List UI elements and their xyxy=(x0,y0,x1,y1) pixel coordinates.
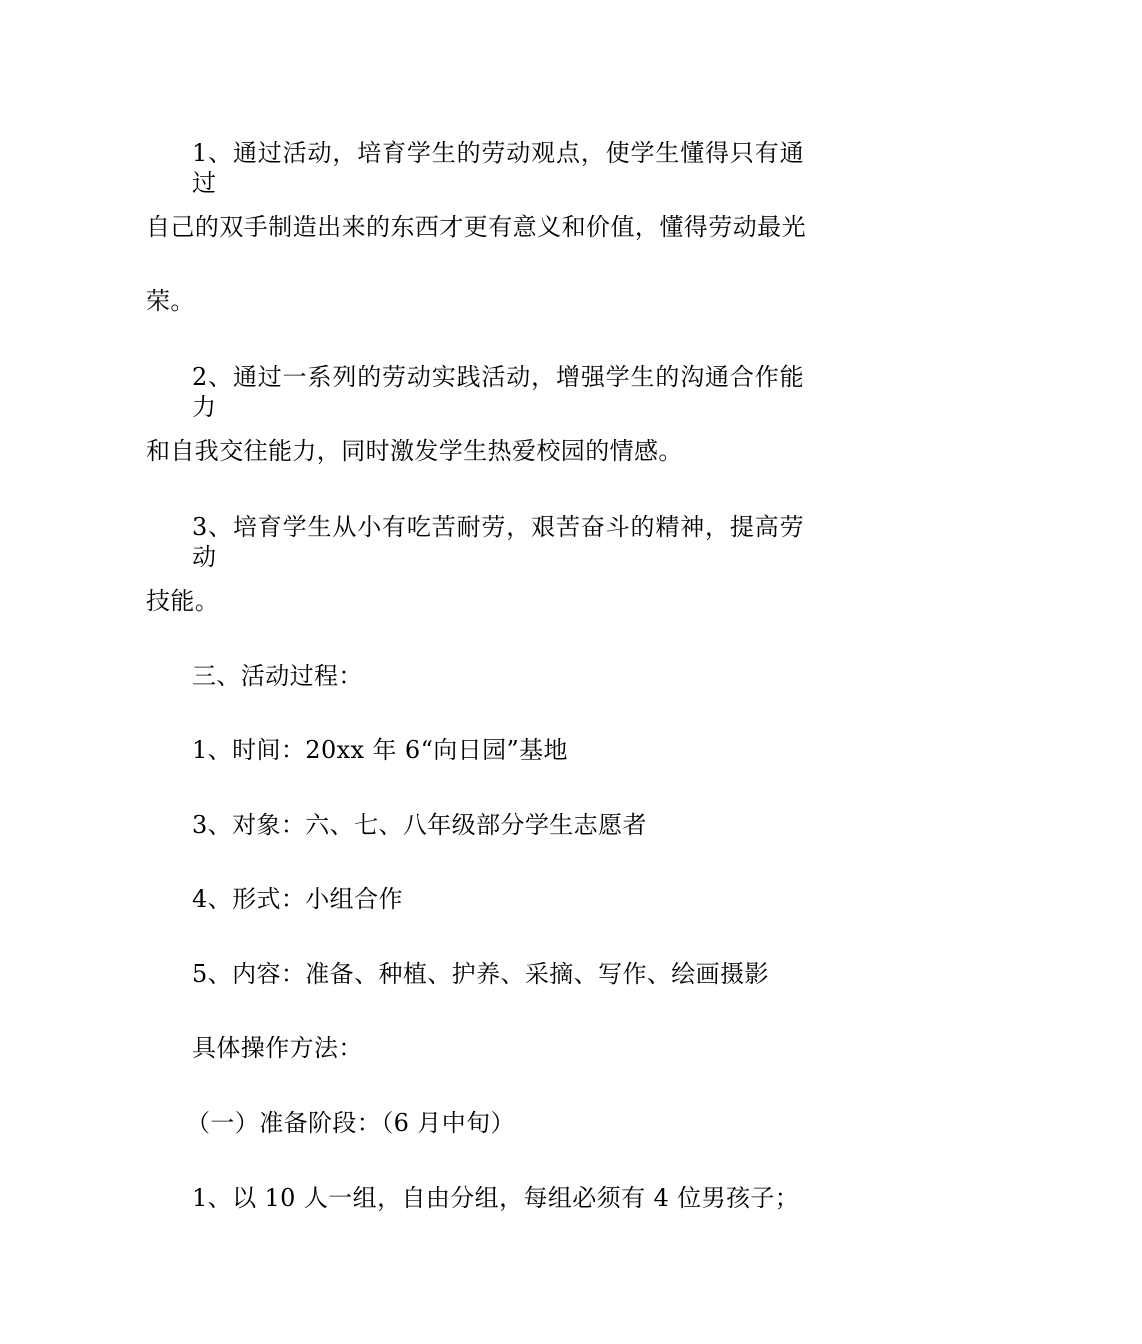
paragraph-3-line-1: 3、培育学生从小有吃苦耐劳，艰苦奋斗的精神，提高劳动 xyxy=(192,513,804,571)
paragraph-1-line-3: 荣。 xyxy=(146,287,195,315)
section-heading: 三、活动过程： xyxy=(192,662,363,690)
stage-item-1: 1、以 10 人一组，自由分组，每组必须有 4 位男孩子； xyxy=(192,1184,800,1212)
paragraph-1-line-1: 1、通过活动，培育学生的劳动观点，使学生懂得只有通过 xyxy=(192,139,804,197)
item-form: 4、形式：小组合作 xyxy=(192,885,403,913)
item-content: 5、内容：准备、种植、护养、采摘、写作、绘画摄影 xyxy=(192,960,769,988)
paragraph-2-line-2: 和自我交往能力，同时激发学生热爱校园的情感。 xyxy=(146,437,683,465)
item-time: 1、时间：20xx 年 6“向日园”基地 xyxy=(192,736,568,764)
paragraph-3-line-2: 技能。 xyxy=(146,587,220,615)
paragraph-1-line-2: 自己的双手制造出来的东西才更有意义和价值，懂得劳动最光 xyxy=(146,213,806,241)
method-heading: 具体操作方法： xyxy=(192,1034,363,1062)
item-target: 3、对象：六、七、八年级部分学生志愿者 xyxy=(192,811,647,839)
stage-heading: （一）准备阶段：（6 月中旬） xyxy=(186,1109,515,1137)
paragraph-2-line-1: 2、通过一系列的劳动实践活动，增强学生的沟通合作能力 xyxy=(192,363,804,421)
